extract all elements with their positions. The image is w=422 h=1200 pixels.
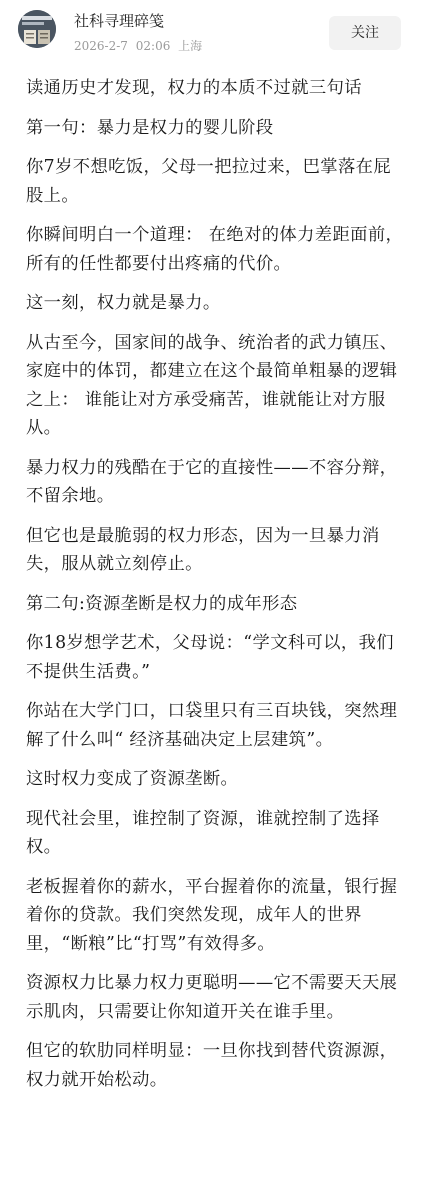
paragraph: 从古至今，国家间的战争、统治者的武力镇压、家庭中的体罚，都建立在这个最简单粗暴的逻辑之上： 谁能让对方承受痛苦，谁就能让对方服从。	[26, 332, 398, 438]
article-title: 读通历史才发现，权力的本质不过就三句话	[26, 78, 362, 98]
paragraph: 这时权力变成了资源垄断。	[26, 769, 239, 789]
paragraph: 你7岁不想吃饭，父母一把拉过来，巴掌落在屁股上。	[26, 157, 392, 206]
avatar-image	[18, 10, 56, 48]
author-avatar[interactable]	[18, 10, 56, 48]
paragraph: 第二句:资源垄断是权力的成年形态	[26, 593, 298, 614]
paragraph: 你瞬间明白一个道理： 在绝对的体力差距面前，所有的任性都要付出疼痛的代价。	[26, 225, 404, 274]
paragraph: 暴力权力的残酷在于它的直接性——不容分辩，不留余地。	[26, 457, 398, 506]
paragraph: 这一刻，权力就是暴力。	[26, 293, 221, 313]
post-time: 02:06	[135, 39, 171, 53]
paragraph: 资源权力比暴力权力更聪明——它不需要天天展示肌肉，只需要让你知道开关在谁手里。	[26, 973, 398, 1022]
post-meta	[74, 37, 206, 54]
paragraph: 你18岁想学艺术，父母说：“学文科可以，我们不提供生活费。”	[26, 633, 394, 682]
follow-button[interactable]: 关注	[329, 16, 401, 50]
post-header	[0, 0, 422, 62]
author-name[interactable]: 社科寻理碎笺	[74, 12, 165, 30]
post-location: 上海	[178, 39, 203, 53]
paragraph: 第一句：暴力是权力的婴儿阶段	[26, 117, 274, 138]
paragraph: 现代社会里，谁控制了资源，谁就控制了选择权。	[26, 808, 380, 857]
paragraph: 但它也是最脆弱的权力形态，因为一旦暴力消失，服从就立刻停止。	[26, 525, 380, 574]
article-body	[26, 74, 406, 1105]
paragraph: 老板握着你的薪水，平台握着你的流量，银行握着你的贷款。我们突然发现，成年人的世界里，“断粮”比“打骂”有效得多。	[26, 876, 398, 954]
post-date: 2026-2-7	[74, 39, 128, 53]
paragraph: 但它的软肋同样明显：一旦你找到替代资源源，权力就开始松动。	[26, 1041, 398, 1090]
paragraph: 你站在大学门口，口袋里只有三百块钱，突然理解了什么叫“ 经济基础决定上层建筑”。	[26, 701, 398, 750]
